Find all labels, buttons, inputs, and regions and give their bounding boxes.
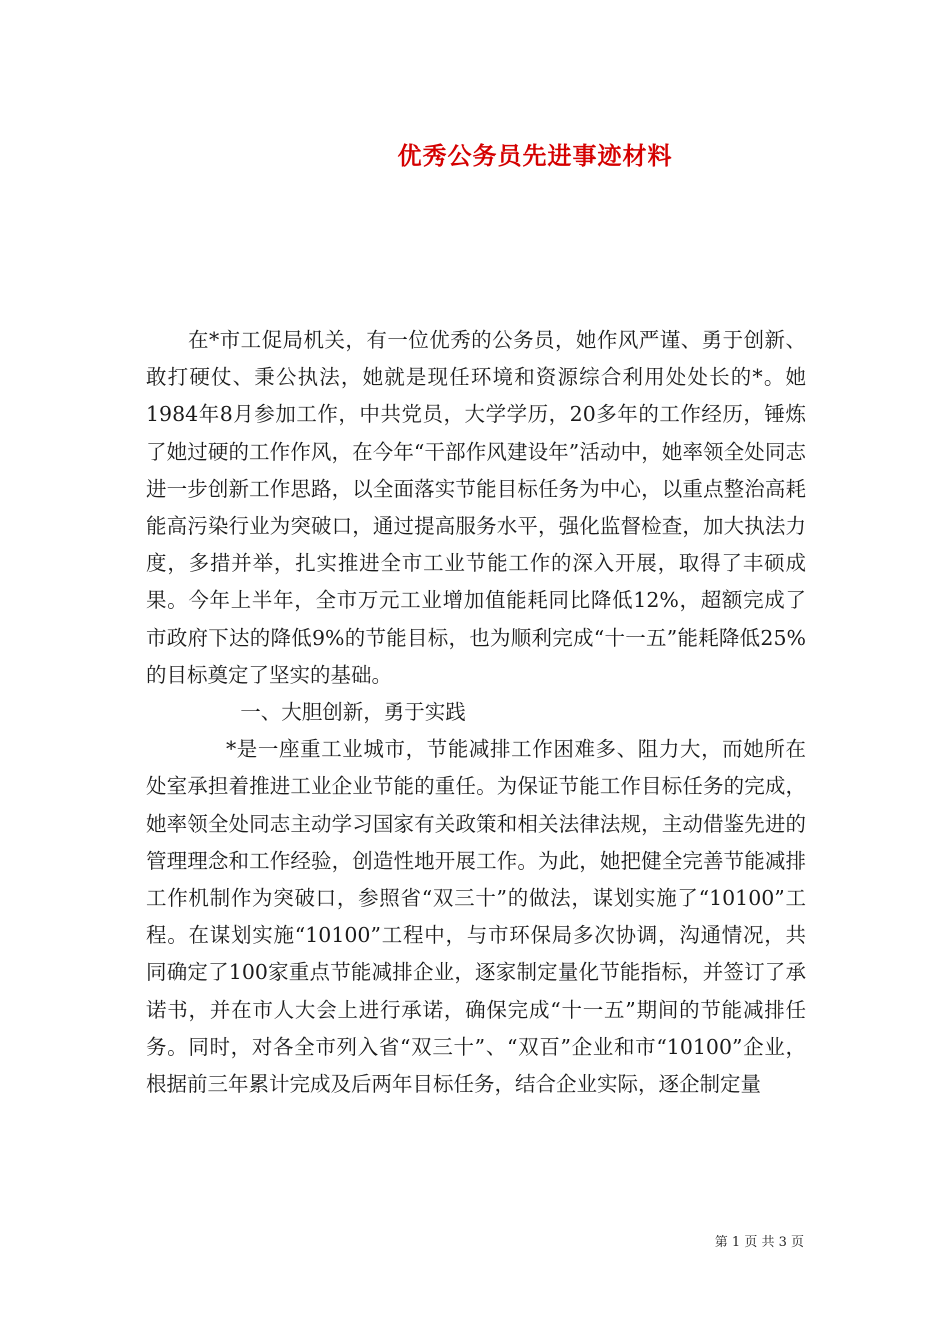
section-heading: 一、大胆创新，勇于实践 [240, 700, 466, 725]
document-body [146, 322, 806, 1103]
paragraph-intro: 在*市工促局机关，有一位优秀的公务员，她作风严谨、勇于创新、敢打硬仗、秉公执法，她就是现任环境和资源综合利用处处长的*。她1984年8月参加工作，中共党员，大学学历，20多年的工作经历，锤炼了她过硬的工作作风，在今年“干部作风建设年”活动中，她率领全处同志进一步创新工作思路，以全面落实节能目标任务为中心，以重点整治高耗能高污染行业为突破口，通过提高服务水平，强化监督检查，加大执法力度，多措并举，扎实推进全市工业节能工作的深入开展，取得了丰硕成果。今年上半年，全市万元工业增加值能耗同比降低12%，超额完成了市政府下达的降低9%的节能目标，也为顺利完成“十一五”能耗降低25%的目标奠定了坚实的基础。 [146, 328, 806, 687]
paragraph-section-one: *是一座重工业城市，节能减排工作困难多、阻力大，而她所在处室承担着推进工业企业节能的重任。为保证节能工作目标任务的完成，她率领全处同志主动学习国家有关政策和相关法律法规，主动借鉴先进的管理理念和工作经验，创造性地开展工作。为此，她把健全完善节能减排工作机制作为突破口，参照省“双三十”的做法，谋划实施了“10100”工程。在谋划实施“10100”工程中，与市环保局多次协调，沟通情况，共同确定了100家重点节能减排企业，逐家制定量化节能指标，并签订了承诺书，并在市人大会上进行承诺，确保完成“十一五”期间的节能减排任务。同时，对各全市列入省“双三十”、“双百”企业和市“10100”企业，根据前三年累计完成及后两年目标任务，结合企业实际，逐企制定量 [146, 737, 806, 1097]
document-title: 优秀公务员先进事迹材料 [397, 141, 673, 170]
page-indicator: 第 1 页 共 3 页 [714, 1235, 804, 1250]
